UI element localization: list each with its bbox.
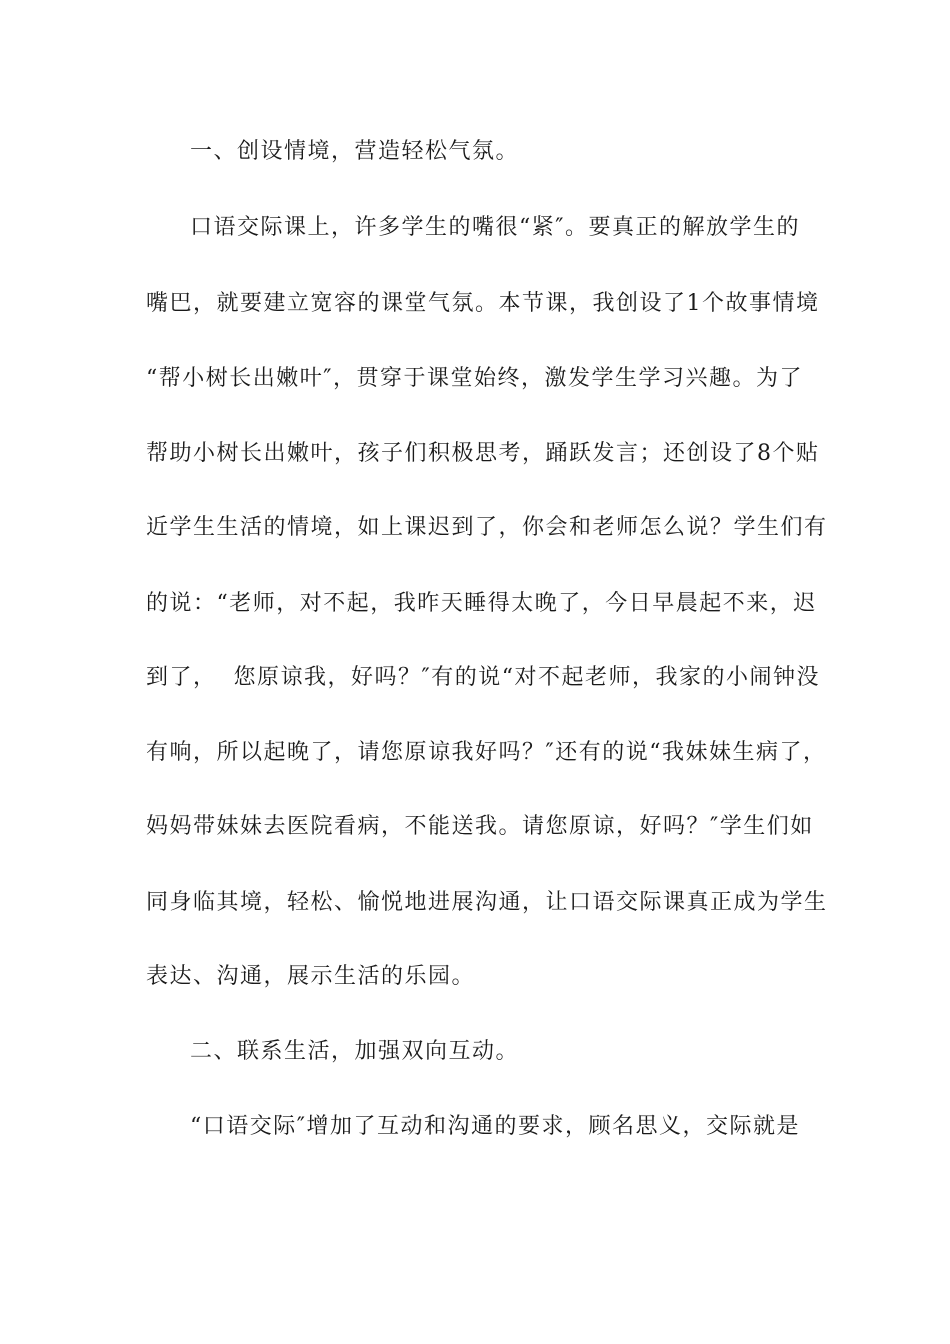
paragraph-line: 帮助小树长出嫩叶，孩子们积极思考，踊跃发言；还创设了8个贴 [146,441,820,466]
paragraph-line: “口语交际″增加了互动和沟通的要求，顾名思义，交际就是 [190,1114,800,1139]
paragraph-line: 同身临其境，轻松、愉悦地进展沟通，让口语交际课真正成为学生 [146,890,828,915]
paragraph-line: 的说：“老师，对不起，我昨天睡得太晚了，今日早晨起不来，迟 [146,591,817,616]
paragraph-line: 嘴巴，就要建立宽容的课堂气氛。本节课，我创设了1个故事情境 [146,291,820,316]
paragraph-line: 表达、沟通，展示生活的乐园。 [146,964,476,989]
paragraph-line: 口语交际课上，许多学生的嘴很“紧″。要真正的解放学生的 [190,215,800,240]
paragraph-line: 有响，所以起晚了，请您原谅我好吗？″还有的说“我妹妹生病了， [146,740,827,765]
paragraph-line: 妈妈带妹妹去医院看病，不能送我。请您原谅，好吗？″学生们如 [146,814,814,839]
paragraph-line: 近学生生活的情境，如上课迟到了，你会和老师怎么说？学生们有 [146,515,828,540]
section-heading-2: 二、联系生活，加强双向互动。 [190,1039,520,1064]
section-heading-1: 一、创设情境，营造轻松气氛。 [190,139,520,164]
paragraph-line: 到了， 您原谅我，好吗？″有的说“对不起老师，我家的小闹钟没 [146,665,820,690]
paragraph-line: “帮小树长出嫩叶″，贯穿于课堂始终，激发学生学习兴趣。为了 [146,366,803,391]
